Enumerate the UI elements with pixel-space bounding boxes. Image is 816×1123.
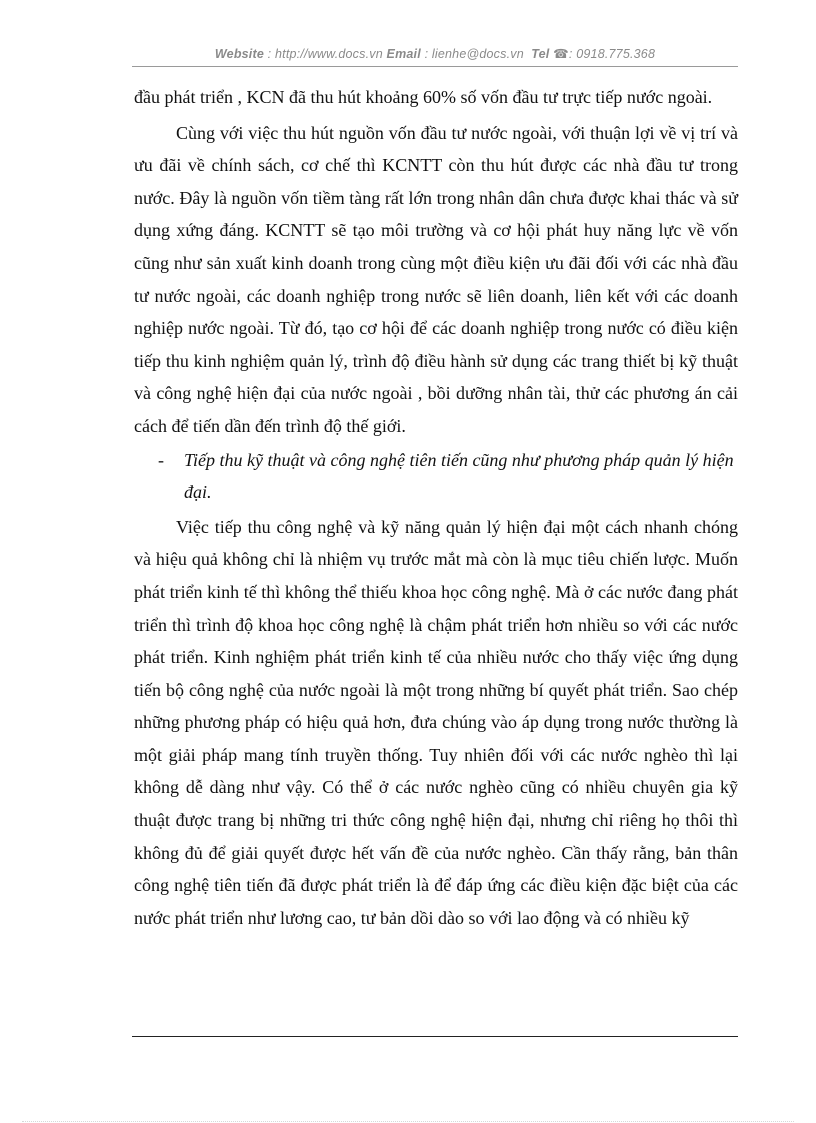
phone-icon: ☎ xyxy=(553,47,569,61)
page-header xyxy=(132,46,738,61)
website-separator: : xyxy=(264,47,276,61)
email-label: Email xyxy=(386,47,421,61)
email-separator: : xyxy=(420,47,432,61)
tel-label: Tel xyxy=(531,47,550,61)
website-url[interactable]: http://www.docs.vn xyxy=(275,47,383,61)
website-label: Website xyxy=(214,47,264,61)
bullet-text: Tiếp thu kỹ thuật và công nghệ tiên tiến cũng như phương pháp quản lý hiện đại. xyxy=(184,449,734,503)
email-address[interactable]: lienhe@docs.vn xyxy=(431,47,524,61)
footer-divider xyxy=(132,1036,738,1037)
bullet-item xyxy=(134,444,738,509)
header-divider xyxy=(132,66,738,67)
paragraph-1: đầu phát triển , KCN đã thu hút khoảng 60% số vốn đầu tư trực tiếp nước ngoài. xyxy=(134,87,713,107)
paragraph-3: Việc tiếp thu công nghệ và kỹ năng quản lý hiện đại một cách nhanh chóng và hiệu quả không chỉ là nhiệm vụ trước mắt mà còn là mục tiêu chiến lược. Muốn phát triển kinh tế thì không thể thiếu khoa học công nghệ. Mà ở các nước đang phát triển thì trình độ khoa học công nghệ là chậm phát triển hơn nhiều so với các nước phát triển. Kinh nghiệm phát triển kinh tế của nhiều nước cho thấy việc ứng dụng tiến bộ công nghệ của nước ngoài là một trong những bí quyết phát triển. Sao chép những phương pháp có hiệu quả hơn, đưa chúng vào áp dụng trong nước thường là một giải pháp mang tính truyền thống. Tuy nhiên đối với các nước nghèo thì lại không dễ dàng như vậy. Có thể ở các nước nghèo cũng có nhiều chuyên gia kỹ thuật được trang bị những tri thức công nghệ hiện đại, nhưng chỉ riêng họ thôi thì không đủ để giải quyết được hết vấn đề của nước nghèo. Cần thấy rằng, bản thân công nghệ tiên tiến đã được phát triển là để đáp ứng các điều kiện đặc biệt của các nước phát triển như lương cao, tư bản dồi dào so với lao động và có nhiều kỹ xyxy=(134,516,738,928)
paragraph-2: Cùng với việc thu hút nguồn vốn đầu tư nước ngoài, với thuận lợi về vị trí và ưu đãi về chính sách, cơ chế thì KCNTT còn thu hút được các nhà đầu tư trong nước. Đây là nguồn vốn tiềm tàng rất lớn trong nhân dân chưa được khai thác và sử dụng xứng đáng. KCNTT sẽ tạo môi trường và cơ hội phát huy năng lực về vốn cũng như sản xuất kinh doanh trong cùng một điều kiện ưu đãi đối với các nhà đầu tư nước ngoài, các doanh nghiệp trong nước sẽ liên doanh, liên kết với các doanh nghiệp nước ngoài. Từ đó, tạo cơ hội để các doanh nghiệp trong nước có điều kiện tiếp thu kinh nghiệm quản lý, trình độ điều hành sử dụng các trang thiết bị kỹ thuật và công nghệ hiện đại của nước ngoài , bồi dưỡng nhân tài, thử các phương án cải cách để tiến dần đến trình độ thế giới. xyxy=(134,122,738,436)
bullet-marker: - xyxy=(158,449,164,470)
tel-number: : 0918.775.368 xyxy=(568,47,656,61)
document-body xyxy=(134,81,738,934)
page-bottom-edge xyxy=(22,1121,794,1122)
